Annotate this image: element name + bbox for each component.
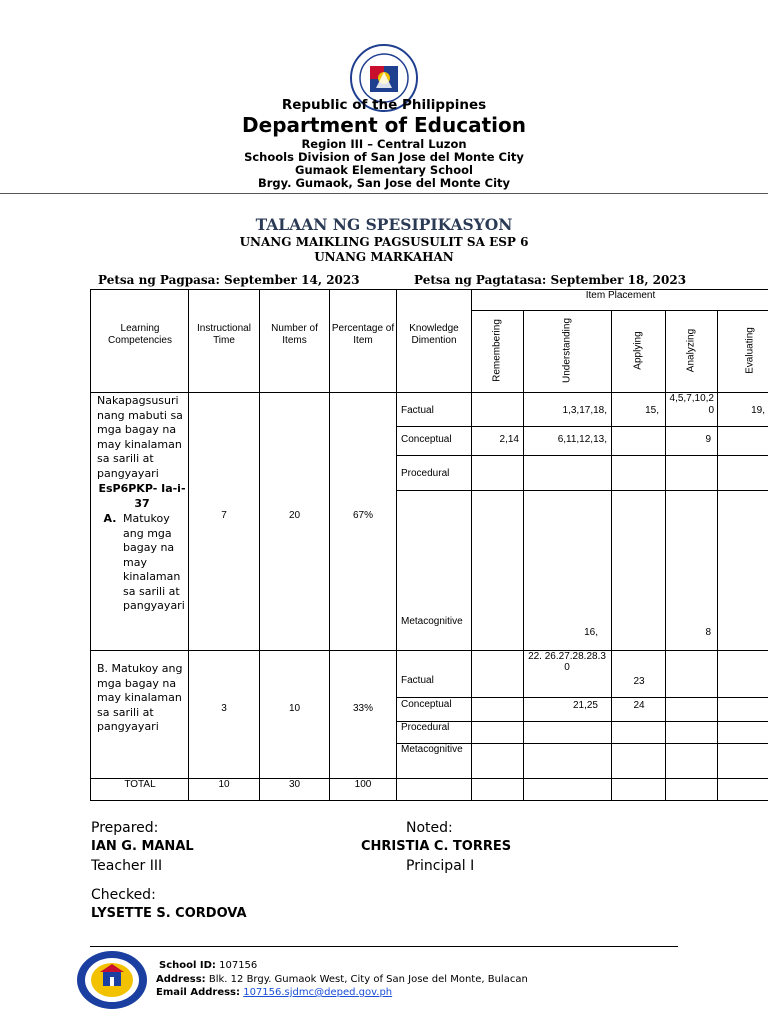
row1-factual-understanding: 1,3,17,18, [562,405,607,416]
row2-factual: Factual [401,675,434,686]
document-title: TALAAN NG SPESIPIKASYON [255,215,513,234]
header-item-placement: Item Placement [585,290,656,301]
row1-conceptual-understanding: 6,11,12,13, [557,434,607,445]
header-items: Number of Items [271,323,318,346]
prepared-title: Teacher III [91,858,163,874]
prepared-label: Prepared: [91,820,159,836]
republic-text: Republic of the Philippines [281,97,487,113]
row1-competency: Nakapagsusuri nang mabuti sa mga bagay na may kinalaman sa sarili at pangyayari EsP6PKP- Ia-i-37 A. Matukoy ang mga bagay na may kinalaman sa sarili at pangyayari [97,394,186,612]
row1-sub-letter: A. [103,512,117,525]
header-analyzing: Analyzing [685,328,697,373]
header-knowledge: Knowledge Dimention [409,323,459,346]
row1-sub-text: Matukoy ang mga bagay na may kinalaman sa sarili at pangyayari [123,512,185,612]
noted-label: Noted: [406,820,453,836]
row2-time: 3 [221,703,227,714]
footer-school-id: School ID: 107156 [159,960,258,971]
footer-address: Address: Blk. 12 Brgy. Gumaok West, City of San Jose del Monte, Bulacan [156,974,528,985]
row2-conceptual: Conceptual [401,699,452,710]
header-time: Instructional Time [197,323,251,346]
row1-conceptual-remembering: 2,14 [499,434,519,445]
row2-conceptual-understanding: 21,25 [572,700,598,711]
total-percentage: 100 [354,779,372,790]
total-time: 10 [218,779,230,790]
row1-time: 7 [221,510,227,521]
row1-conceptual-analyzing: 9 [705,434,711,445]
prepared-name: IAN G. MANAL [91,839,194,854]
row1-meta-understanding: 16, [584,627,598,638]
total-items: 30 [288,779,301,790]
document-subtitle: UNANG MAIKLING PAGSUSULIT SA ESP 6 [239,235,529,249]
school-text: Gumaok Elementary School [295,163,473,177]
row2-conceptual-applying: 24 [633,700,645,711]
footer-email: Email Address: 107156.sjdmc@deped.gov.ph [156,987,393,998]
row2-procedural: Procedural [401,722,450,733]
department-title: Department of Education [242,113,526,137]
address-text: Brgy. Gumaok, San Jose del Monte City [257,176,511,190]
row1-procedural: Procedural [401,468,450,479]
checked-label: Checked: [91,887,156,903]
row1-meta-analyzing: 8 [705,627,711,638]
row1-metacognitive: Metacognitive [401,616,463,627]
school-logo-icon [76,950,148,1010]
header-competencies: Learning Competencies [108,323,172,346]
region-text: Region III – Central Luzon [301,137,467,151]
email-link[interactable]: 107156.sjdmc@deped.gov.ph [243,987,393,998]
footer-divider [90,946,678,947]
row1-items: 20 [288,510,301,521]
date-pagpasa: Petsa ng Pagpasa: September 14, 2023 [98,273,360,287]
header-percentage: Percentage of Item [331,323,395,346]
total-label: TOTAL [124,779,156,790]
header-understanding: Understanding [561,317,573,384]
header-applying: Applying [632,331,644,370]
row2-items: 10 [288,703,301,714]
row1-code: EsP6PKP- Ia-i-37 [98,482,186,510]
header-divider [0,193,768,194]
row1-factual: Factual [401,405,434,416]
row1-factual-evaluating: 19, [751,405,765,416]
row2-factual-applying: 23 [633,676,645,687]
row1-factual-analyzing: 4,5,7,10,20 [669,393,714,416]
row1-factual-applying: 15, [645,405,659,416]
row2-competency: B. Matukoy ang mga bagay na may kinalaman sa sarili at pangyayari [97,662,183,733]
checked-name: LYSETTE S. CORDOVA [91,906,247,921]
division-text: Schools Division of San Jose del Monte City [244,150,524,164]
date-pagtatasa: Petsa ng Pagtatasa: September 18, 2023 [414,273,687,287]
row2-metacognitive: Metacognitive [401,744,463,755]
header-evaluating: Evaluating [744,327,756,374]
noted-name: CHRISTIA C. TORRES [361,839,512,854]
row2-factual-understanding: 22. 26.27.28.28.30 [528,651,606,673]
row1-conceptual: Conceptual [401,434,452,445]
row1-percentage: 67% [352,510,373,521]
noted-title: Principal I [406,858,475,874]
header-remembering: Remembering [491,319,503,382]
row2-percentage: 33% [352,703,373,714]
document-quarter: UNANG MARKAHAN [314,250,454,264]
